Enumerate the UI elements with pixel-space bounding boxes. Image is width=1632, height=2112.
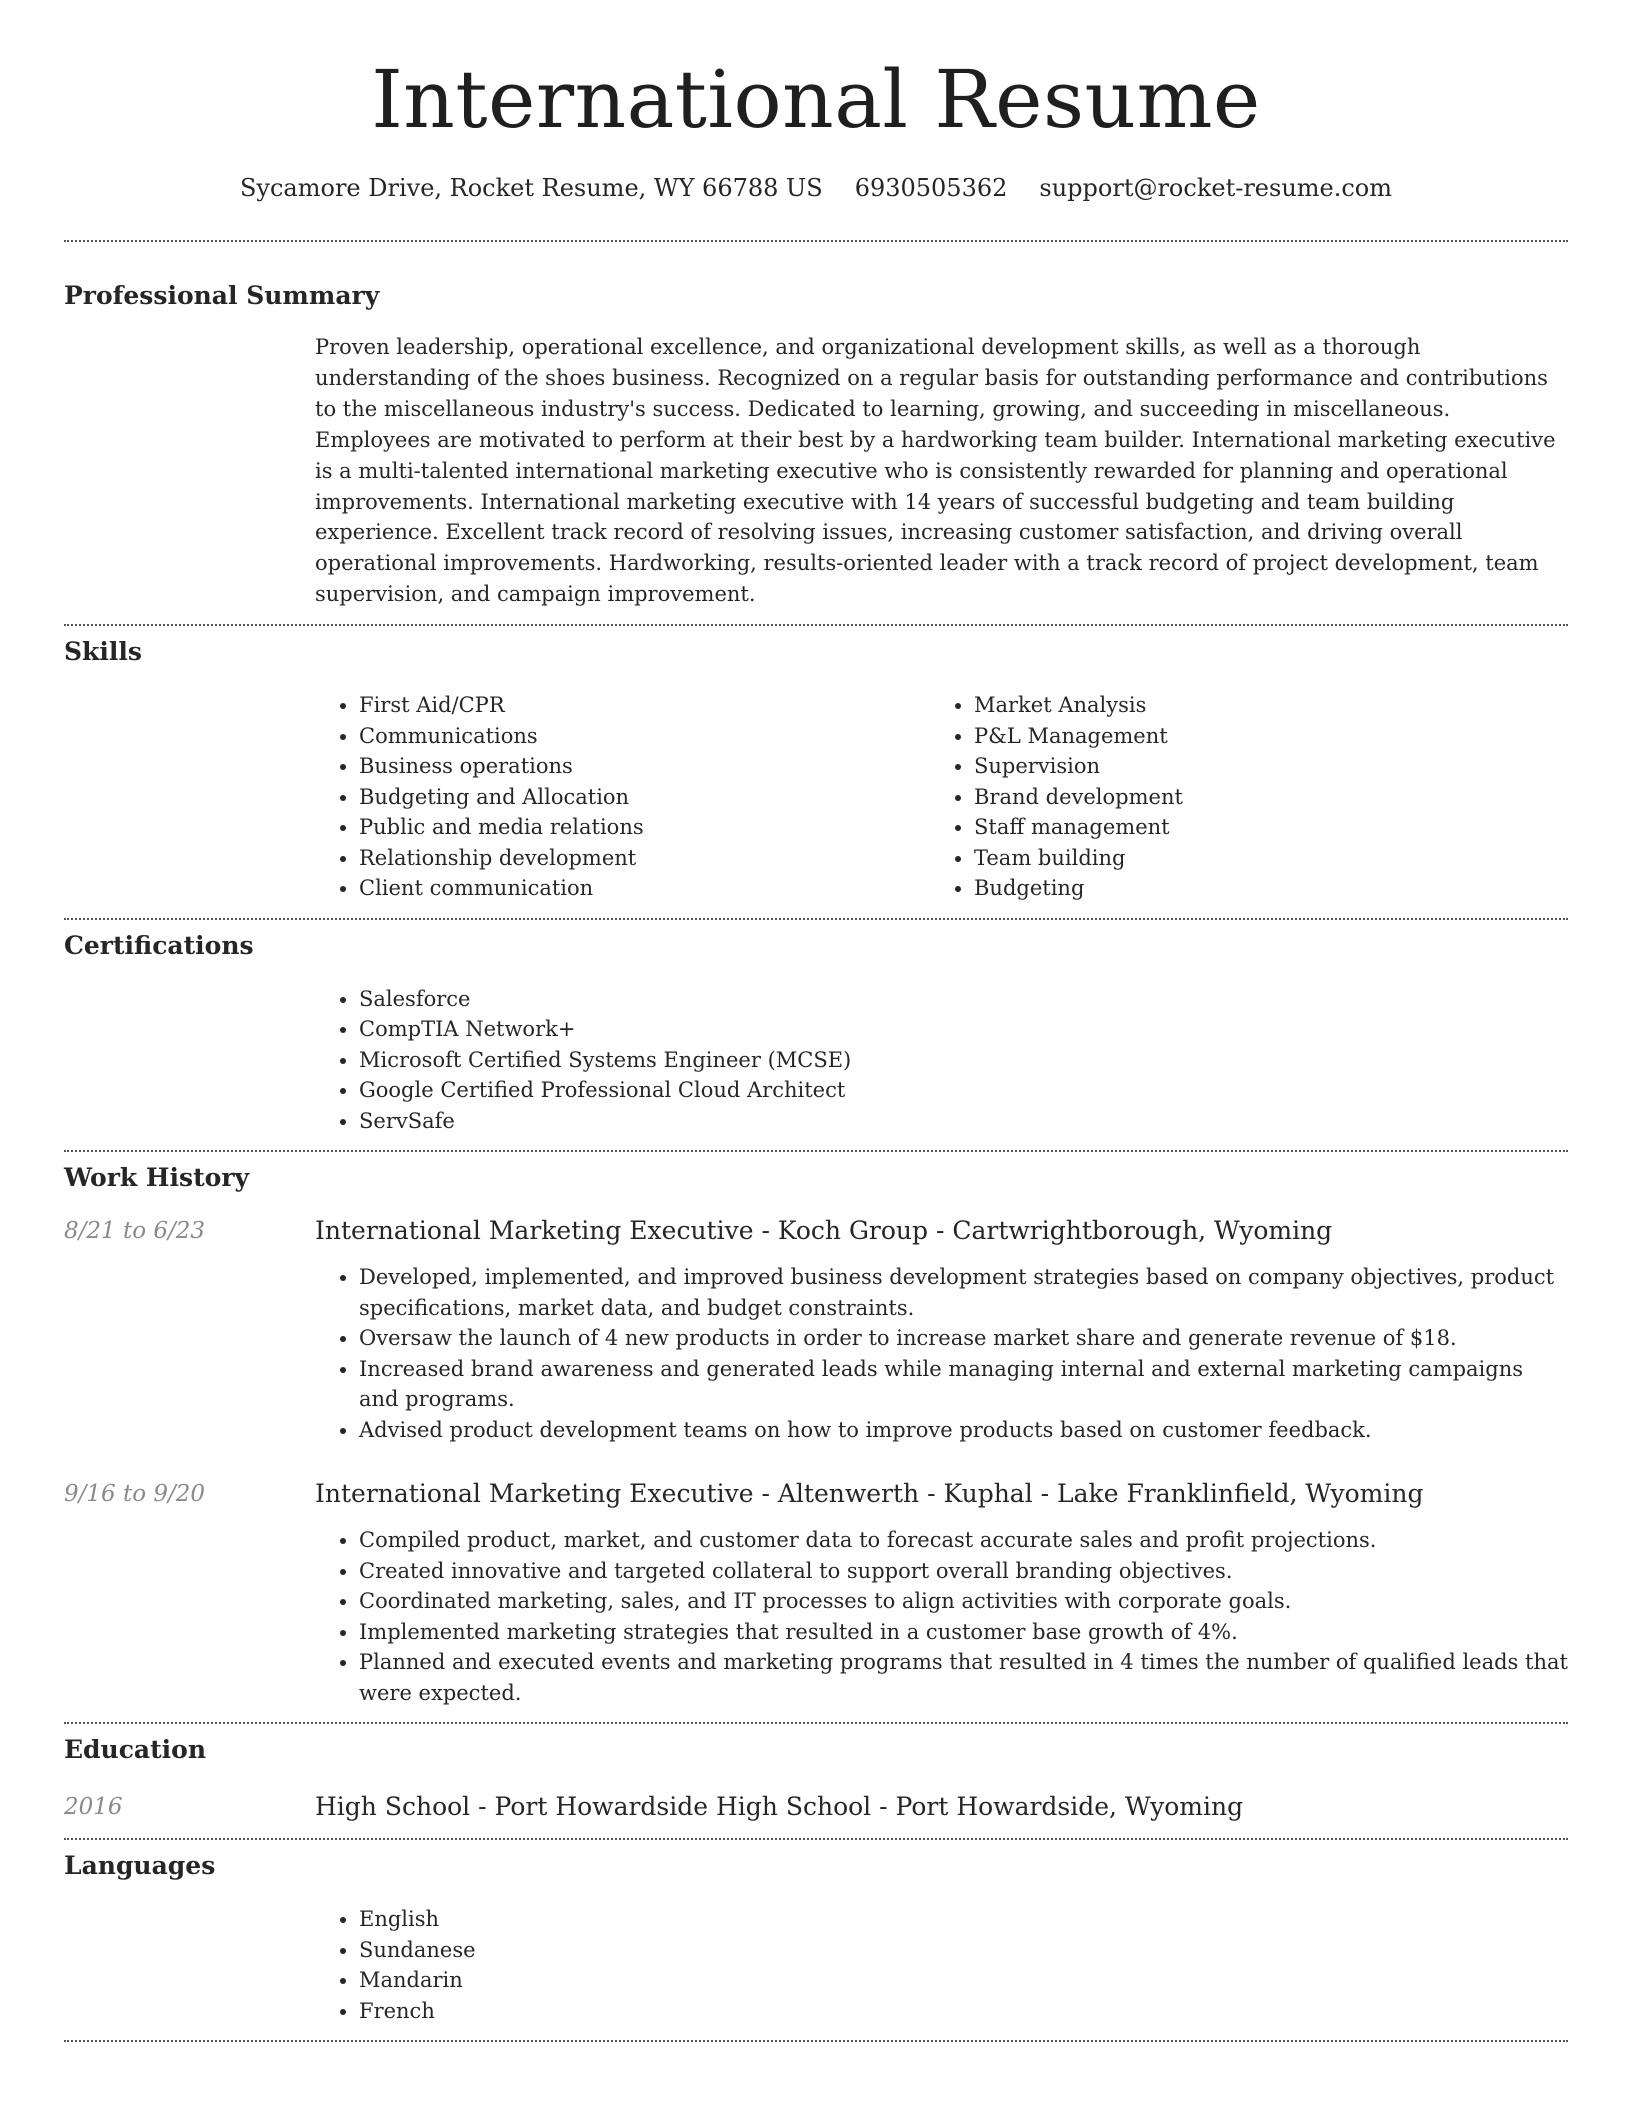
list-item: • Created innovative and targeted collateral to support overall branding objectives. [359, 1556, 1568, 1587]
list-item: • English [359, 1904, 1568, 1935]
contact-line [64, 172, 1568, 204]
job-date: 8/21 to 6/23 [64, 1218, 206, 1245]
resume-name: International Resume [371, 53, 1261, 146]
list-item: • Budgeting [974, 873, 1545, 904]
education-date: 2016 [64, 1794, 123, 1821]
skills-heading: Skills [64, 637, 142, 667]
languages-section [64, 1840, 1568, 2040]
list-item: • Market Analysis [974, 690, 1545, 721]
job-bullets [315, 1525, 1568, 1708]
work-section [64, 1152, 1568, 1722]
list-item: • First Aid/CPR [359, 690, 930, 721]
contact-phone: 6930505362 [854, 174, 1008, 202]
job-entry [64, 1214, 1568, 1445]
divider [64, 2040, 1568, 2042]
list-item: • Advised product development teams on how to improve products based on customer feedback. [359, 1415, 1568, 1446]
education-section [64, 1724, 1568, 1838]
list-item: • Budgeting and Allocation [359, 782, 930, 813]
certifications-list [315, 984, 1568, 1137]
summary-text: Proven leadership, operational excellence, and organizational development skills, as well as a thorough understanding of the shoes business. Recognized on a regular basis for outstanding performance and contributions to the miscellaneous industry's success. Dedicated to learning, growing, and succeeding in miscellaneous. Employees are motivated to perform at their best by a hardworking team builder. International marketing executive is a multi-talented international marketing executive who is consistently rewarded for planning and operational improvements. International marketing executive with 14 years of successful budgeting and team building experience. Excellent track record of resolving issues, increasing customer satisfaction, and driving overall operational improvements. Hardworking, results-oriented leader with a track record of project development, team supervision, and campaign improvement. [315, 335, 1556, 607]
list-item: • Supervision [974, 751, 1545, 782]
education-heading: Education [64, 1735, 207, 1765]
list-item: • Increased brand awareness and generated leads while managing internal and external marketing campaigns and programs. [359, 1354, 1568, 1415]
list-item: • Coordinated marketing, sales, and IT processes to align activities with corporate goals. [359, 1586, 1568, 1617]
job-entry [64, 1477, 1568, 1708]
list-item: • Team building [974, 843, 1545, 874]
list-item: • Mandarin [359, 1965, 1568, 1996]
list-item: • CompTIA Network+ [359, 1014, 1568, 1045]
job-bullets [315, 1262, 1568, 1445]
list-item: • Google Certified Professional Cloud Architect [359, 1075, 1568, 1106]
job-title: International Marketing Executive - Altenwerth - Kuphal - Lake Franklinfield, Wyoming [315, 1479, 1424, 1509]
list-item: • Microsoft Certified Systems Engineer (MCSE) [359, 1045, 1568, 1076]
contact-email: support@rocket-resume.com [1039, 174, 1393, 202]
list-item: • Implemented marketing strategies that resulted in a customer base growth of 4%. [359, 1617, 1568, 1648]
job-title: International Marketing Executive - Koch Group - Cartwrightborough, Wyoming [315, 1216, 1333, 1246]
list-item: • Salesforce [359, 984, 1568, 1015]
list-item: • P&L Management [974, 721, 1545, 752]
list-item: • Oversaw the launch of 4 new products in order to increase market share and generate revenue of $18. [359, 1323, 1568, 1354]
certifications-heading: Certifications [64, 930, 254, 960]
list-item: • Brand development [974, 782, 1545, 813]
languages-list [315, 1904, 1568, 2026]
list-item: • Compiled product, market, and customer data to forecast accurate sales and profit projections. [359, 1525, 1568, 1556]
skills-list-right [930, 690, 1545, 904]
education-entry [64, 1790, 1568, 1838]
list-item: • Staff management [974, 812, 1545, 843]
summary-section [64, 242, 1568, 624]
list-item: • Public and media relations [359, 812, 930, 843]
skills-list-left [315, 690, 930, 904]
summary-heading: Professional Summary [64, 281, 380, 310]
list-item: • Communications [359, 721, 930, 752]
education-title: High School - Port Howardside High School - Port Howardside, Wyoming [315, 1792, 1244, 1822]
list-item: • Client communication [359, 873, 930, 904]
list-item: • Sundanese [359, 1935, 1568, 1966]
list-item: • French [359, 1996, 1568, 2027]
list-item: • Business operations [359, 751, 930, 782]
job-date: 9/16 to 9/20 [64, 1481, 206, 1508]
list-item: • ServSafe [359, 1106, 1568, 1137]
languages-heading: Languages [64, 1851, 216, 1881]
skills-section [64, 626, 1568, 918]
certifications-section [64, 920, 1568, 1151]
list-item: • Developed, implemented, and improved business development strategies based on company objectives, product specifications, market data, and budget constraints. [359, 1262, 1568, 1323]
list-item: • Relationship development [359, 843, 930, 874]
list-item: • Planned and executed events and marketing programs that resulted in 4 times the number of qualified leads that were expected. [359, 1647, 1568, 1708]
work-heading: Work History [64, 1163, 250, 1193]
contact-address: Sycamore Drive, Rocket Resume, WY 66788 US [239, 174, 823, 202]
